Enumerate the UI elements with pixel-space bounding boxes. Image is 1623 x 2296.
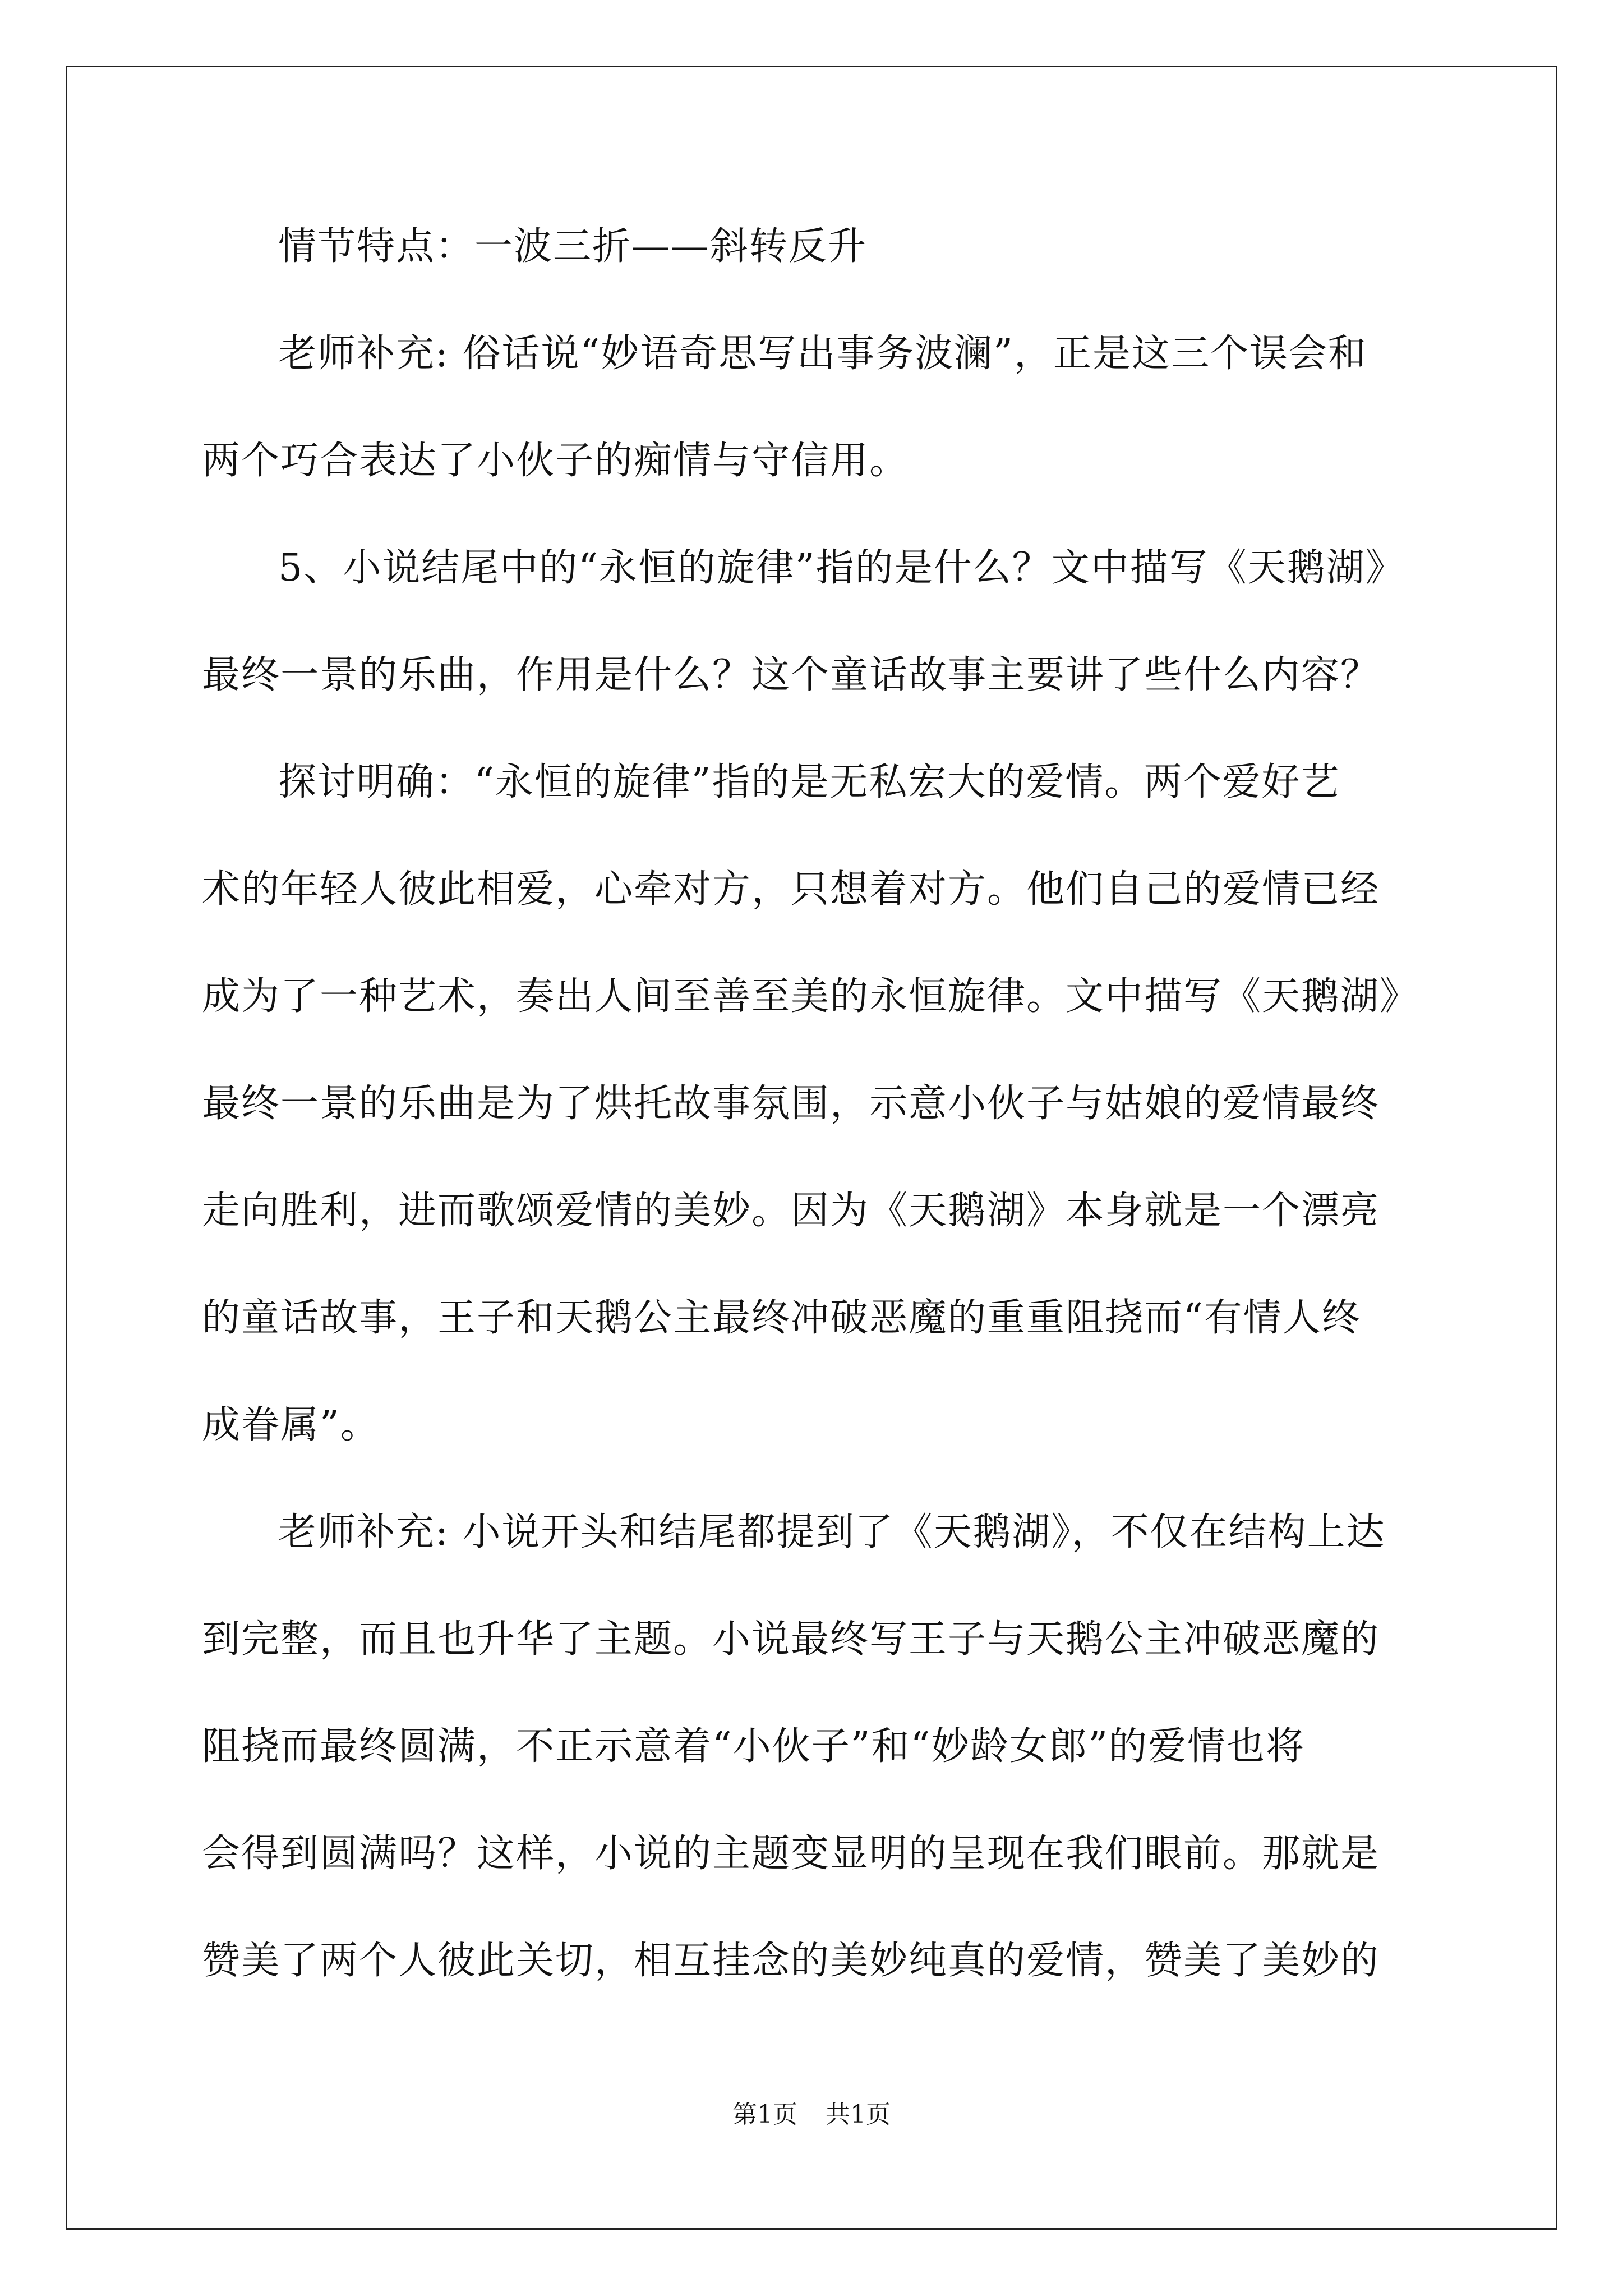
text-line: 情节特点：一波三折——斜转反升 <box>278 224 868 269</box>
text-line: 最终一景的乐曲，作用是什么？这个童话故事主要讲了些什么内容？ <box>202 653 1380 697</box>
text-line: 老师补充: 小说开头和结尾都提到了《天鹅湖》，不仅在结构上达 <box>278 1510 1386 1554</box>
page-footer <box>0 2099 1623 2131</box>
page-number: 第1页 <box>732 2100 797 2129</box>
text-line: 成为了一种艺术，奏出人间至善至美的永恒旋律。文中描写《天鹅湖》 <box>202 974 1419 1019</box>
text-line: 走向胜利，进而歌颂爱情的美妙。因为《天鹅湖》本身就是一个漂亮 <box>202 1189 1380 1233</box>
text-line: 5、小说结尾中的“永恒的旋律”指的是什么？文中描写《天鹅湖》 <box>278 546 1405 590</box>
text-line: 两个巧合表达了小伙子的痴情与守信用。 <box>202 439 909 483</box>
text-line: 术的年轻人彼此相爱，心牵对方，只想着对方。他们自己的爱情已经 <box>202 867 1380 912</box>
text-line: 老师补充: 俗话说“妙语奇思写出事务波澜”，正是这三个误会和 <box>278 332 1368 376</box>
page-border <box>66 66 1557 2230</box>
text-line: 会得到圆满吗？这样，小说的主题变显明的呈现在我们眼前。那就是 <box>202 1832 1380 1876</box>
text-line: 最终一景的乐曲是为了烘托故事氛围，示意小伙子与姑娘的爱情最终 <box>202 1082 1380 1126</box>
text-line: 的童话故事，王子和天鹅公主最终冲破恶魔的重重阻挠而“有情人终 <box>202 1296 1361 1340</box>
text-line: 阻挠而最终圆满，不正示意着“小伙子”和“妙龄女郎”的爱情也将 <box>202 1724 1306 1769</box>
text-line: 成眷属”。 <box>202 1403 380 1447</box>
text-line: 到完整，而且也升华了主题。小说最终写王子与天鹅公主冲破恶魔的 <box>202 1617 1380 1662</box>
text-line: 探讨明确：“永恒的旋律”指的是无私宏大的爱情。两个爱好艺 <box>278 760 1340 804</box>
text-line: 赞美了两个人彼此关切，相互挂念的美妙纯真的爱情，赞美了美妙的 <box>202 1939 1380 1983</box>
page-total: 共1页 <box>826 2100 891 2129</box>
